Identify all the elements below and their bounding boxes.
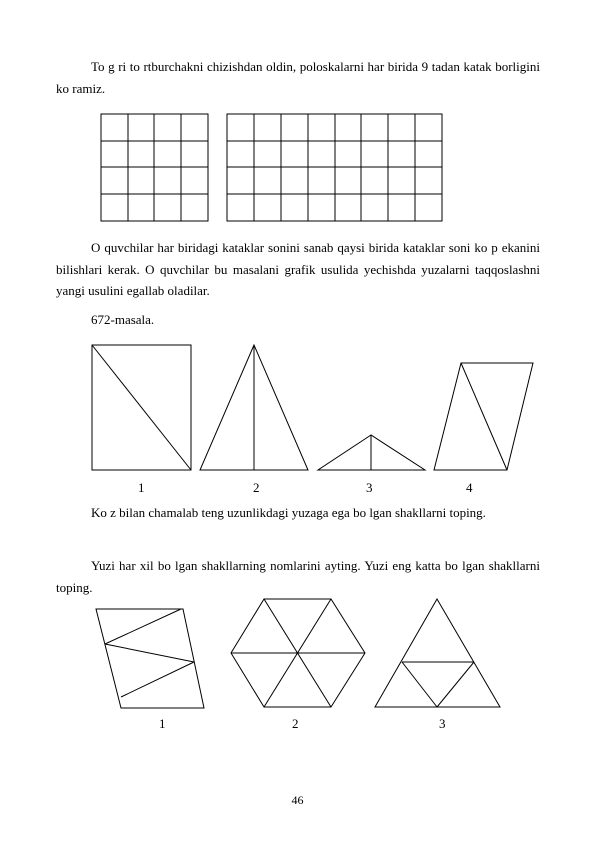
paragraph-intro-text: To g ri to rtburchakni chizishdan oldin, poloskalarni har birida 9 tadan katak borligini ko ramiz. [56, 59, 540, 96]
shape-hexagon [231, 599, 365, 707]
shape-subdivided-triangle [375, 599, 500, 707]
paragraph-task-a [56, 502, 540, 524]
shape-4-trapezoid [434, 363, 533, 470]
shape-3-flat-triangle [318, 435, 425, 470]
shape-1-square-diagonal [92, 345, 191, 470]
paragraph-task-b-text: Yuzi har xil bo lgan shakllarning nomlarini ayting. Yuzi eng katta bo lgan shakllarni toping. [56, 558, 540, 595]
figure1-label-2: 2 [253, 480, 260, 495]
paragraph-task-b [56, 555, 540, 598]
task-title: 672-masala. [91, 312, 155, 327]
figure2-label-3: 3 [439, 716, 446, 731]
shape-parallelogram-triangles [96, 609, 204, 708]
page-number: 46 [291, 793, 304, 807]
paragraph-instruction-text: O quvchilar har biridagi kataklar sonini sanab qaysi birida kataklar soni ko p ekanini bilishlari kerak. O quvchilar bu masalani grafik usulida yechishda yuzalarni taqqoslashni yangi usulini egallab oladilar. [56, 240, 540, 299]
figure1-label-4: 4 [466, 480, 473, 495]
figure1-label-3: 3 [366, 480, 373, 495]
shape-2-tall-triangle [200, 345, 308, 470]
figure2-label-2: 2 [292, 716, 299, 731]
figure1-label-1: 1 [138, 480, 145, 495]
figure2-label-1: 1 [159, 716, 166, 731]
paragraph-task-a-text: Ko z bilan chamalab teng uzunlikdagi yuzaga ega bo lgan shakllarni toping. [91, 505, 486, 520]
paragraph-instruction [56, 237, 540, 302]
